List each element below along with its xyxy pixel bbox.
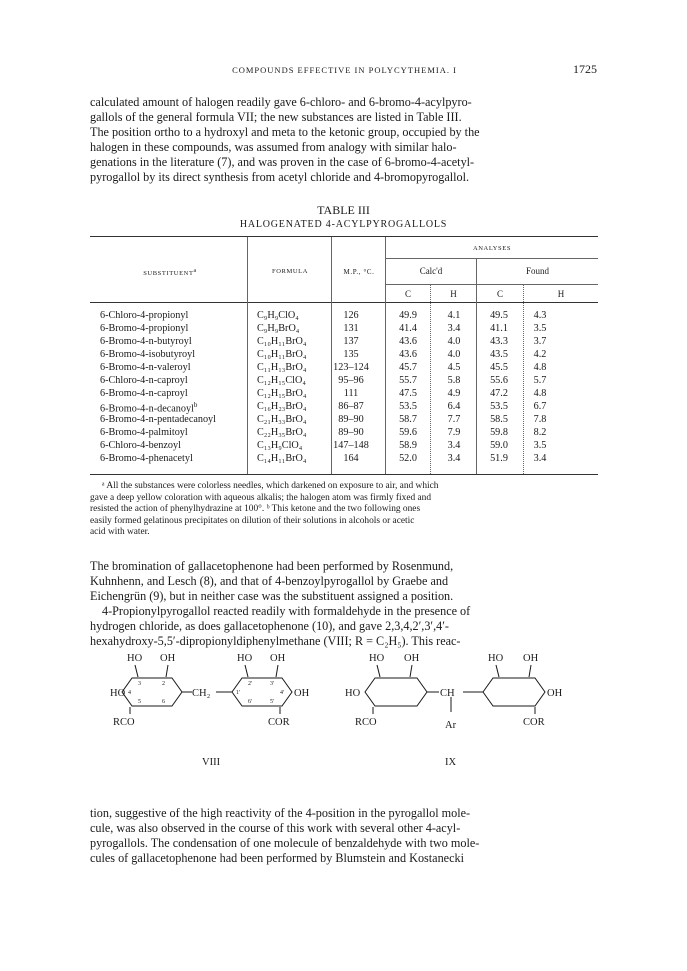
footnote-line: resisted the action of phenylhydrazine at 100°. ᵇ This ketone and the two following ones [90,504,421,515]
table-footnote [90,481,598,539]
substituent-label: COR [523,717,545,728]
substituent-label: COR [268,717,290,728]
footnote-line: acid with water. [90,527,150,538]
structure-label: IX [445,757,457,768]
benzene-ring [365,678,427,706]
table-title: TABLE III [317,203,370,217]
ring-position: 6′ [248,699,253,705]
text-line: gallols of the general formula VII; the new substances are listed in Table III. [90,109,462,124]
running-title: COMPOUNDS EFFECTIVE IN POLYCYTHEMIA. I [232,65,457,75]
substituent-label: HO [237,653,253,664]
header-found: Found [525,266,549,276]
paragraph-1 [90,95,598,184]
text-line: pyrogallol by its direct synthesis from acetyl chloride and 4-bromopyrogallol. [90,169,470,184]
text-line: Kuhnhenn, and Lesch (8), and that of 4-benzoylpyrogallol by Graebe and [90,573,449,588]
structure-label: VIII [202,757,221,768]
table-row: 6-Chloro-4-propionyl C₉H₉ClO₄ 126 49.9 4.1 49.5 4.3 [100,310,547,321]
substituent-label: HO [369,653,385,664]
table-row: 6-Bromo-4-propionyl C₉H₉BrO₄ 131 41.4 3.4 41.1 3.5 [100,323,547,334]
page-header [92,62,597,78]
table-row: 6-Chloro-4-n-caproyl C₁₂H₁₅ClO₄ 95–96 55.7 5.8 55.6 5.7 [100,375,547,386]
header-found-c: C [496,289,503,299]
text-line: calculated amount of halogen readily gave 6-chloro- and 6-bromo-4-acylpyro- [90,95,472,109]
table-row: 6-Chloro-4-benzoyl C₁₃H₉ClO₄ 147–148 58.9 3.4 59.0 3.5 [100,440,547,451]
aryl-label: Ar [445,720,457,731]
substituent-label: HO [127,653,143,664]
text-line: halogen in these compounds, was assumed from analogy with similar halo- [90,139,457,154]
table-bottom-rule [90,474,598,475]
header-formula: FORMULA [272,268,308,275]
footnote-line: ᵃ All the substances were colorless needles, which darkened on exposure to air, and which [102,481,439,491]
header-substituent: SUBSTITUENT$^a$ [143,268,197,278]
table-top-rule [90,236,598,237]
header-calc-c: C [404,289,411,299]
substituent-label: HO [345,688,361,699]
text-line: cule, was also observed in the course of this work with several other 4-acyl- [90,820,461,835]
substituent-label: OH [523,653,539,664]
paragraph-3 [90,806,598,866]
page-number: 1725 [573,62,597,76]
substituent-label: RCO [113,717,135,728]
substituent-label: HO [488,653,504,664]
substituent-label: RCO [355,717,377,728]
ring-position: 3 [138,681,141,687]
table-subtitle: HALOGENATED 4-ACYLPYROGALLOLS [239,219,448,230]
ring-position: 2′ [248,681,253,687]
text-line: Eichengrün (9), but in neither case was the substituent assigned a position. [90,588,454,603]
ring-position: 1′ [236,690,241,696]
text-line: hydrogen chloride, as does gallacetophenone (10), and gave 2,3,4,2′,3′,4′- [90,618,449,633]
table-row: 6-Bromo-4-n-valeroyl C₁₁H₁₃BrO₄ 123–124 45.7 4.5 45.5 4.8 [100,362,547,373]
substituent-label: OH [270,653,286,664]
ring-position: 6 [162,699,165,705]
benzene-ring [122,678,182,706]
header-mp: M.P., °C. [343,268,375,276]
header-calc-h: H [450,289,457,299]
table-row: 6-Bromo-4-isobutyroyl C₁₀H₁₁BrO₄ 135 43.6 4.0 43.5 4.2 [100,349,547,360]
paragraph-2 [90,559,598,648]
table-row: 6-Bromo-4-n-butyroyl C₁₀H₁₁BrO₄ 137 43.6 4.0 43.3 3.7 [100,336,547,347]
substituent-label: OH [294,688,310,699]
text-line: The position ortho to a hydroxyl and meta to the ketonic group, occupied by the [90,124,480,139]
substituent-label: HO [110,688,126,699]
table-row: 6-Bromo-4-palmitoyl C₂₂H₃₅BrO₄ 89–90 59.6 7.9 59.8 8.2 [100,427,547,438]
ring-position: 3′ [270,681,275,687]
header-calcd: Calc'd [419,266,443,276]
footnote-line: gave a deep yellow coloration with aqueous alkalis; the halogen atom was firmly fixed and [90,492,432,503]
text-line: cules of gallacetophenone had been performed by Blumstein and Kostanecki [90,850,464,865]
substituent-label: OH [160,653,176,664]
text-line: 4-Propionylpyrogallol reacted readily with formaldehyde in the presence of [102,603,471,618]
bridge-label: CH [440,688,455,699]
table-row: 6-Bromo-4-n-caproyl C₁₂H₁₅BrO₄ 111 47.5 4.9 47.2 4.8 [100,388,547,399]
table-row: 6-Bromo-4-n-pentadecanoyl C₂₁H₃₃BrO₄ 89–90 58.7 7.7 58.5 7.8 [100,414,547,425]
substituent-label: OH [404,653,420,664]
structure-viii [110,650,345,780]
text-line: pyrogallols. The condensation of one molecule of benzaldehyde with two mole- [90,835,480,850]
header-analyses: ANALYSES [472,245,512,252]
calc-found-rule [386,284,598,285]
ring-position: 4′ [280,690,285,696]
ring-position: 2 [162,681,165,687]
table-row: 6-Bromo-4-phenacetyl C₁₄H₁₁BrO₄ 164 52.0 3.4 51.9 3.4 [100,453,547,464]
ring-position: 5 [138,699,141,705]
ring-position: 5′ [270,699,275,705]
footnote-line: easily formed gelatinous precipitates on dilution of their solutions in alcohols or acetic [90,515,415,526]
ring-position: 4 [128,690,131,696]
header-found-h: H [557,289,565,299]
substituent-label: OH [547,688,563,699]
analyses-rule [386,258,598,259]
benzene-ring [483,678,545,706]
structure-ix [345,650,585,780]
text-line: tion, suggestive of the high reactivity of the 4-position in the pyrogallol mole- [90,806,471,820]
table-row: 6-Bromo-4-n-decanoyl$^b$ C₁₆H₂₃BrO₄ 86–87 53.5 6.4 53.5 6.7 [100,401,547,415]
text-line: genations in the literature (7), and was proven in the case of 6-bromo-4-acetyl- [90,154,475,169]
bridge-label: CH₂ [192,688,211,699]
text-line: hexahydroxy-5,5′-dipropionyldiphenylmethane (VIII; R = C₂H₅). This reac- [90,633,461,648]
table-header-rule [90,302,598,303]
text-line: The bromination of gallacetophenone had been performed by Rosenmund, [90,559,454,573]
